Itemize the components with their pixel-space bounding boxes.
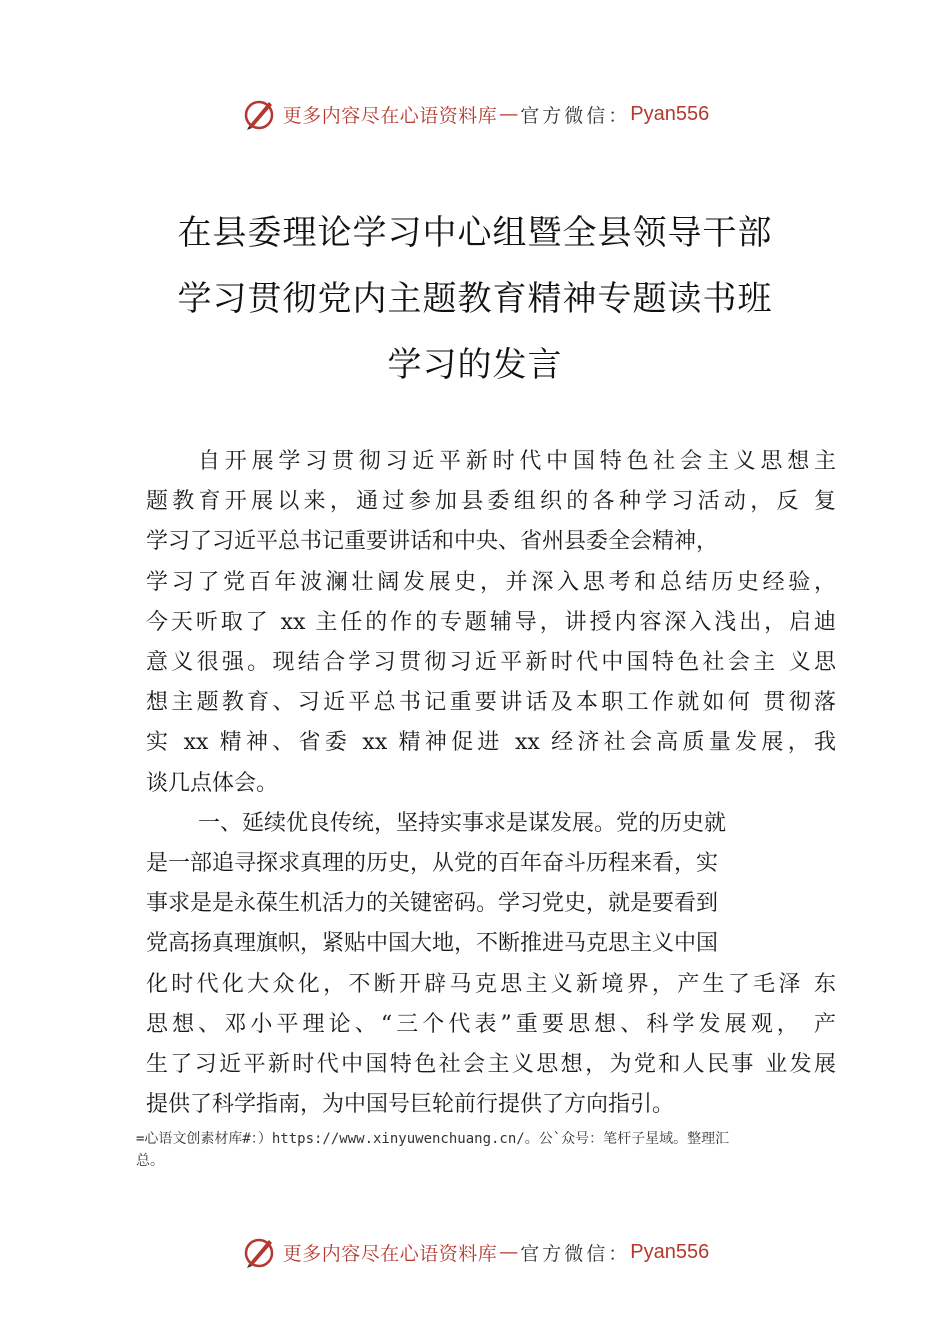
banner-wechat-id: Pyan556: [630, 102, 710, 125]
top-banner: [0, 94, 950, 134]
body-line: 学习了党百年波澜壮阔发展史，并深入思考和总结历史经验，: [146, 569, 836, 595]
body-line: 题教育开展以来，通过参加县委组织的各种学习活动，反 复: [146, 489, 836, 515]
body-line: 是一部追寻探求真理的历史，从党的百年奋斗历程来看，实: [146, 851, 719, 877]
body-line: 生了习近平新时代中国特色社会主义思想，为党和人民事 业发展: [146, 1052, 836, 1078]
banner-separator: —: [499, 103, 519, 125]
body-line: 事求是是永葆生机活力的关键密码。学习党史，就是要看到: [146, 891, 719, 917]
title-line: 在县委理论学习中心组暨全县领导干部: [177, 213, 773, 253]
document-title: [0, 200, 950, 398]
document-body: [146, 442, 836, 1125]
source-line: =心语文创素材库#：）https://www.xinyuwenchuang.cn/。公`众号：笔杆子星域。整理汇: [136, 1131, 730, 1147]
source-line: 总。: [136, 1153, 164, 1169]
body-line: 学习了习近平总书记重要讲话和中央、省州县委全会精神，: [146, 529, 719, 555]
body-line: 一、延续优良传统，坚持实事求是谋发展。党的历史就: [198, 810, 727, 836]
body-line: 自开展学习贯彻习近平新时代中国特色社会主义思想主: [198, 449, 836, 474]
banner-separator: —: [499, 1241, 519, 1263]
banner-wechat-label: 官方微信：: [520, 1242, 631, 1265]
bottom-banner: [0, 1232, 950, 1272]
title-line: 学习贯彻党内主题教育精神专题读书班: [177, 279, 773, 319]
banner-wechat-id: Pyan556: [630, 1240, 710, 1263]
banner-wechat-label: 官方微信：: [520, 104, 631, 127]
body-line: 今天听取了 xx 主任的作的专题辅导，讲授内容深入浅出，启迪: [146, 609, 836, 635]
source-note: [136, 1128, 836, 1172]
banner-brand: 更多内容尽在心语资料库: [282, 104, 498, 127]
banner-brand: 更多内容尽在心语资料库: [282, 1242, 498, 1265]
body-line: 想主题教育、习近平总书记重要讲话及本职工作就如何 贯彻落: [146, 690, 836, 716]
body-line: 意义很强。现结合学习贯彻习近平新时代中国特色社会主 义思: [146, 650, 836, 676]
body-line: 提供了科学指南，为中国号巨轮前行提供了方向指引。: [146, 1092, 675, 1118]
body-line: 化时代化大众化，不断开辟马克思主义新境界，产生了毛泽 东: [146, 971, 836, 997]
pen-logo-icon: [241, 1234, 277, 1270]
title-line: 学习的发言: [387, 345, 563, 385]
pen-logo-icon: [241, 96, 277, 132]
body-line: 谈几点体会。: [146, 770, 279, 796]
body-line: 实 xx 精神、省委 xx 精神促进 xx 经济社会高质量发展，我: [146, 730, 836, 756]
body-line: 党高扬真理旗帜，紧贴中国大地，不断推进马克思主义中国: [146, 931, 719, 957]
body-line: 思想、邓小平理论、“三个代表”重要思想、科学发展观， 产: [146, 1011, 836, 1037]
